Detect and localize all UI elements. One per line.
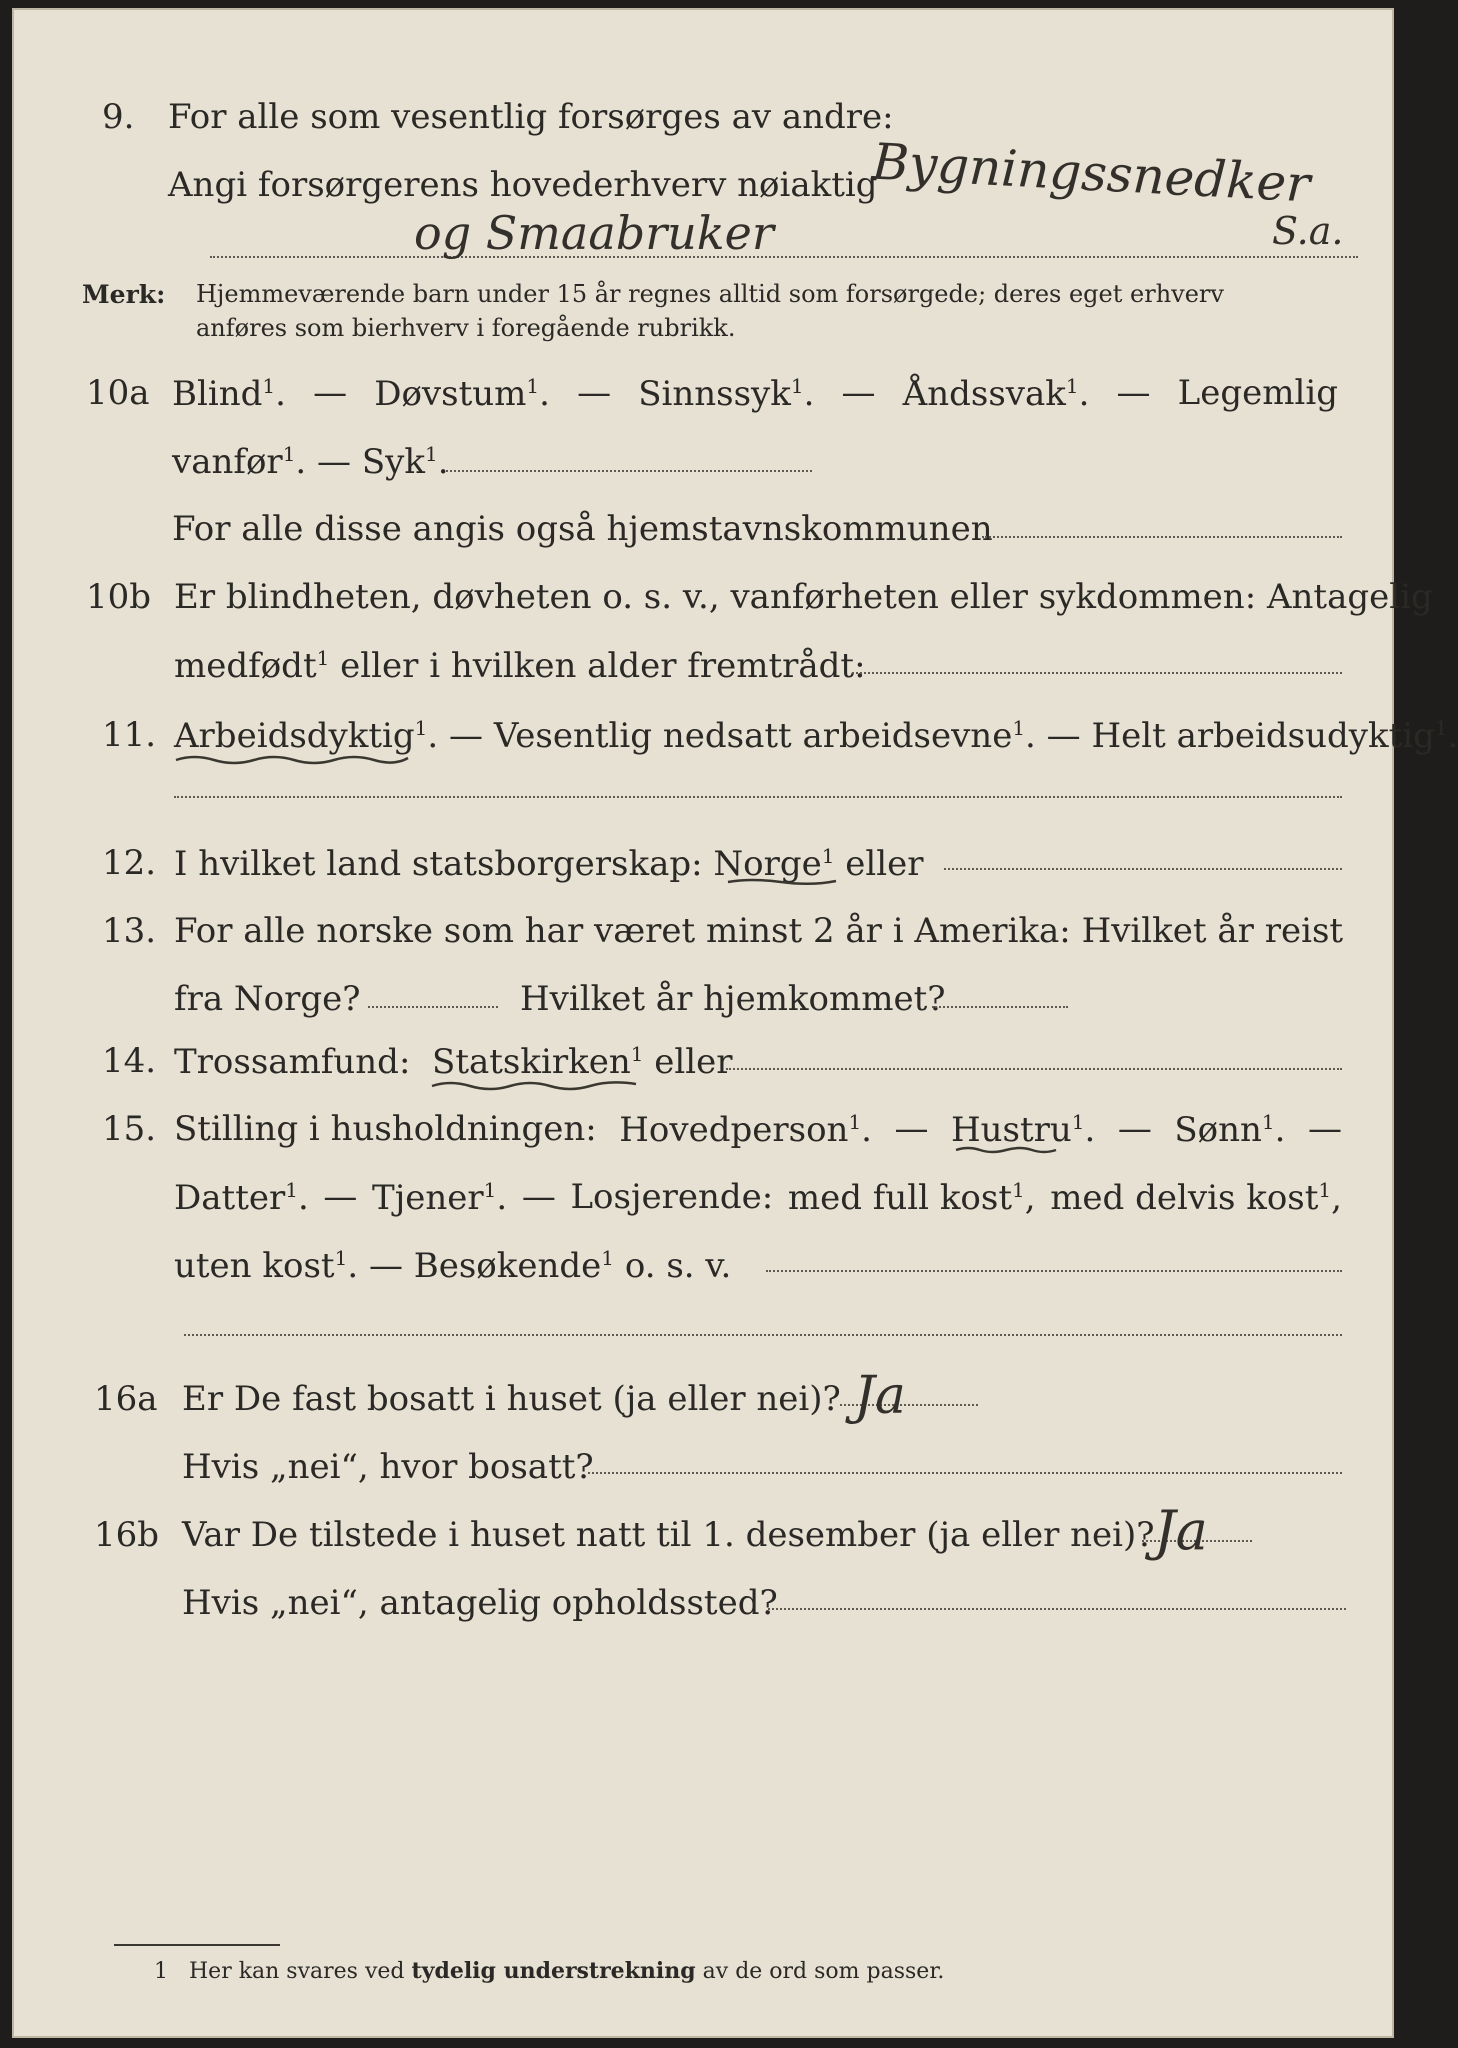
merk-line1: Hjemmeværende barn under 15 år regnes alltid som forsørgede; deres eget erhverv <box>196 280 1224 308</box>
q10a-andssvak: Åndssvak$^1$. <box>902 374 1090 414</box>
q9-line1: For alle som vesentlig forsørges av andre: <box>168 97 894 137</box>
q16b-line2: Hvis „nei“, antagelig opholdssted? <box>182 1583 778 1623</box>
q15-hustru: Hustru$^1$. <box>950 1110 1096 1150</box>
census-form-page <box>12 8 1458 2038</box>
q10a-syk-line <box>446 470 812 472</box>
q15-number: 15. <box>102 1109 157 1149</box>
q15-besokende: Besøkende$^1$ <box>413 1246 615 1286</box>
q12-underline-mark <box>726 876 838 888</box>
q9-handwritten-answer1: Bygningssnedker <box>870 132 1312 214</box>
q10a-line1 <box>172 373 1338 414</box>
q12-eller-line <box>944 868 1342 870</box>
q15-sonn: Sønn$^1$. <box>1174 1110 1286 1150</box>
q11-arbeidsdyktig: Arbeidsdyktig$^1$. <box>174 716 439 756</box>
footnote: 1 Her kan svares ved tydelig understrekning av de ord som passer. <box>154 1958 945 1984</box>
q9-handwritten-answer2: og Smaabruker <box>414 206 774 260</box>
merk-label: Merk: <box>82 280 166 309</box>
q11-line1: Arbeidsdyktig$^1$. — Vesentlig nedsatt arbeidsevne$^1$. — Helt arbeidsudyktig$^1$. <box>174 716 1458 756</box>
q13-reist-line <box>368 1006 498 1008</box>
q10b-alder-line <box>852 672 1342 674</box>
footnote-rule <box>114 1944 280 1946</box>
q13-number: 13. <box>102 911 157 951</box>
q10a-legemlig: Legemlig <box>1177 373 1338 413</box>
q15-fullkost: med full kost$^1$, <box>787 1178 1036 1218</box>
q16a-handwritten-answer: Ja <box>854 1366 906 1426</box>
q10a-line3: For alle disse angis også hjemstavnskommunen <box>172 509 993 549</box>
q11-number: 11. <box>102 715 157 755</box>
q9-answer-line <box>210 256 1358 258</box>
q12-line: I hvilket land statsborgerskap: Norge$^1$ eller <box>174 844 924 884</box>
q10a-dash: — <box>577 373 612 413</box>
q16b-opholdssted-line <box>768 1608 1346 1610</box>
q16a-number: 16a <box>94 1379 158 1419</box>
q14-line: Trossamfund: Statskirken$^1$ eller <box>174 1042 733 1082</box>
q10b-line2: medfødt$^1$ eller i hvilken alder fremtrådt: <box>174 646 866 686</box>
q15-answer-line2 <box>184 1334 1342 1336</box>
q10a-number: 10a <box>86 373 150 413</box>
q12-number: 12. <box>102 843 157 883</box>
q16b-number: 16b <box>94 1515 160 1555</box>
q15-datter: Datter$^1$. <box>174 1178 309 1218</box>
q15-line2: Datter$^1$. — Tjener$^1$. — Losjerende: med full kost$^1$, med delvis kost$^1$, <box>174 1177 1342 1218</box>
merk-line2: anføres som bierhverv i foregående rubrikk. <box>196 314 736 342</box>
q13-hjemkommet-line <box>932 1006 1068 1008</box>
q15-hovedperson: Hovedperson$^1$. <box>619 1110 872 1150</box>
q15-line3: uten kost$^1$. — Besøkende$^1$ o. s. v. <box>174 1246 732 1286</box>
q12-norge: Norge$^1$ <box>713 844 835 884</box>
q15-answer-line1 <box>766 1270 1342 1272</box>
q13-line2b: Hvilket år hjemkommet? <box>520 979 946 1019</box>
q10a-dovstum: Døvstum$^1$. <box>374 374 550 414</box>
q15-utenkost: uten kost$^1$. <box>174 1246 359 1286</box>
q15-delviskost: med delvis kost$^1$, <box>1050 1178 1342 1218</box>
q10b-number: 10b <box>86 577 152 617</box>
q10b-line1: Er blindheten, døvheten o. s. v., vanførheten eller sykdommen: Antagelig <box>174 577 1433 617</box>
q15-tjener: Tjener$^1$. <box>372 1178 508 1218</box>
q16b-handwritten-answer: Ja <box>1154 1499 1208 1562</box>
q14-eller-line <box>726 1068 1342 1070</box>
q9-number: 9. <box>102 97 135 137</box>
q13-line1: For alle norske som har været minst 2 år i Amerika: Hvilket år reist <box>174 911 1344 951</box>
q13-line2a: fra Norge? <box>174 979 361 1019</box>
q11-answer-line <box>174 796 1342 798</box>
q9-line2: Angi forsørgerens hovederhverv nøiaktig <box>168 165 878 205</box>
q10a-line2: vanfør$^1$. — Syk$^1$. <box>172 442 449 482</box>
q16a-line2: Hvis „nei“, hvor bosatt? <box>182 1447 594 1487</box>
q10a-blind: Blind$^1$. <box>172 374 286 414</box>
q10a-hjemstavn-line <box>982 536 1342 538</box>
q16a-bosatt-line <box>588 1472 1342 1474</box>
q14-statskirken: Statskirken$^1$ <box>432 1042 644 1082</box>
q14-underline-mark <box>430 1078 638 1092</box>
q9-handwritten-initials: S.a. <box>1272 209 1344 253</box>
q10a-dash: — <box>841 373 876 413</box>
q15-line1: Stilling i husholdningen: Hovedperson$^1$. — Hustru$^1$. — Sønn$^1$. — <box>174 1109 1342 1150</box>
q11-underline-mark <box>174 752 410 766</box>
q16a-line1: Er De fast bosatt i huset (ja eller nei)? <box>182 1379 841 1419</box>
q16b-line1: Var De tilstede i huset natt til 1. desember (ja eller nei)? <box>182 1515 1155 1555</box>
q10a-dash: — <box>313 373 348 413</box>
q15-underline-mark <box>954 1144 1058 1156</box>
q10a-sinnssyk: Sinnssyk$^1$. <box>638 374 815 414</box>
q10a-dash: — <box>1116 373 1151 413</box>
q14-number: 14. <box>102 1041 157 1081</box>
